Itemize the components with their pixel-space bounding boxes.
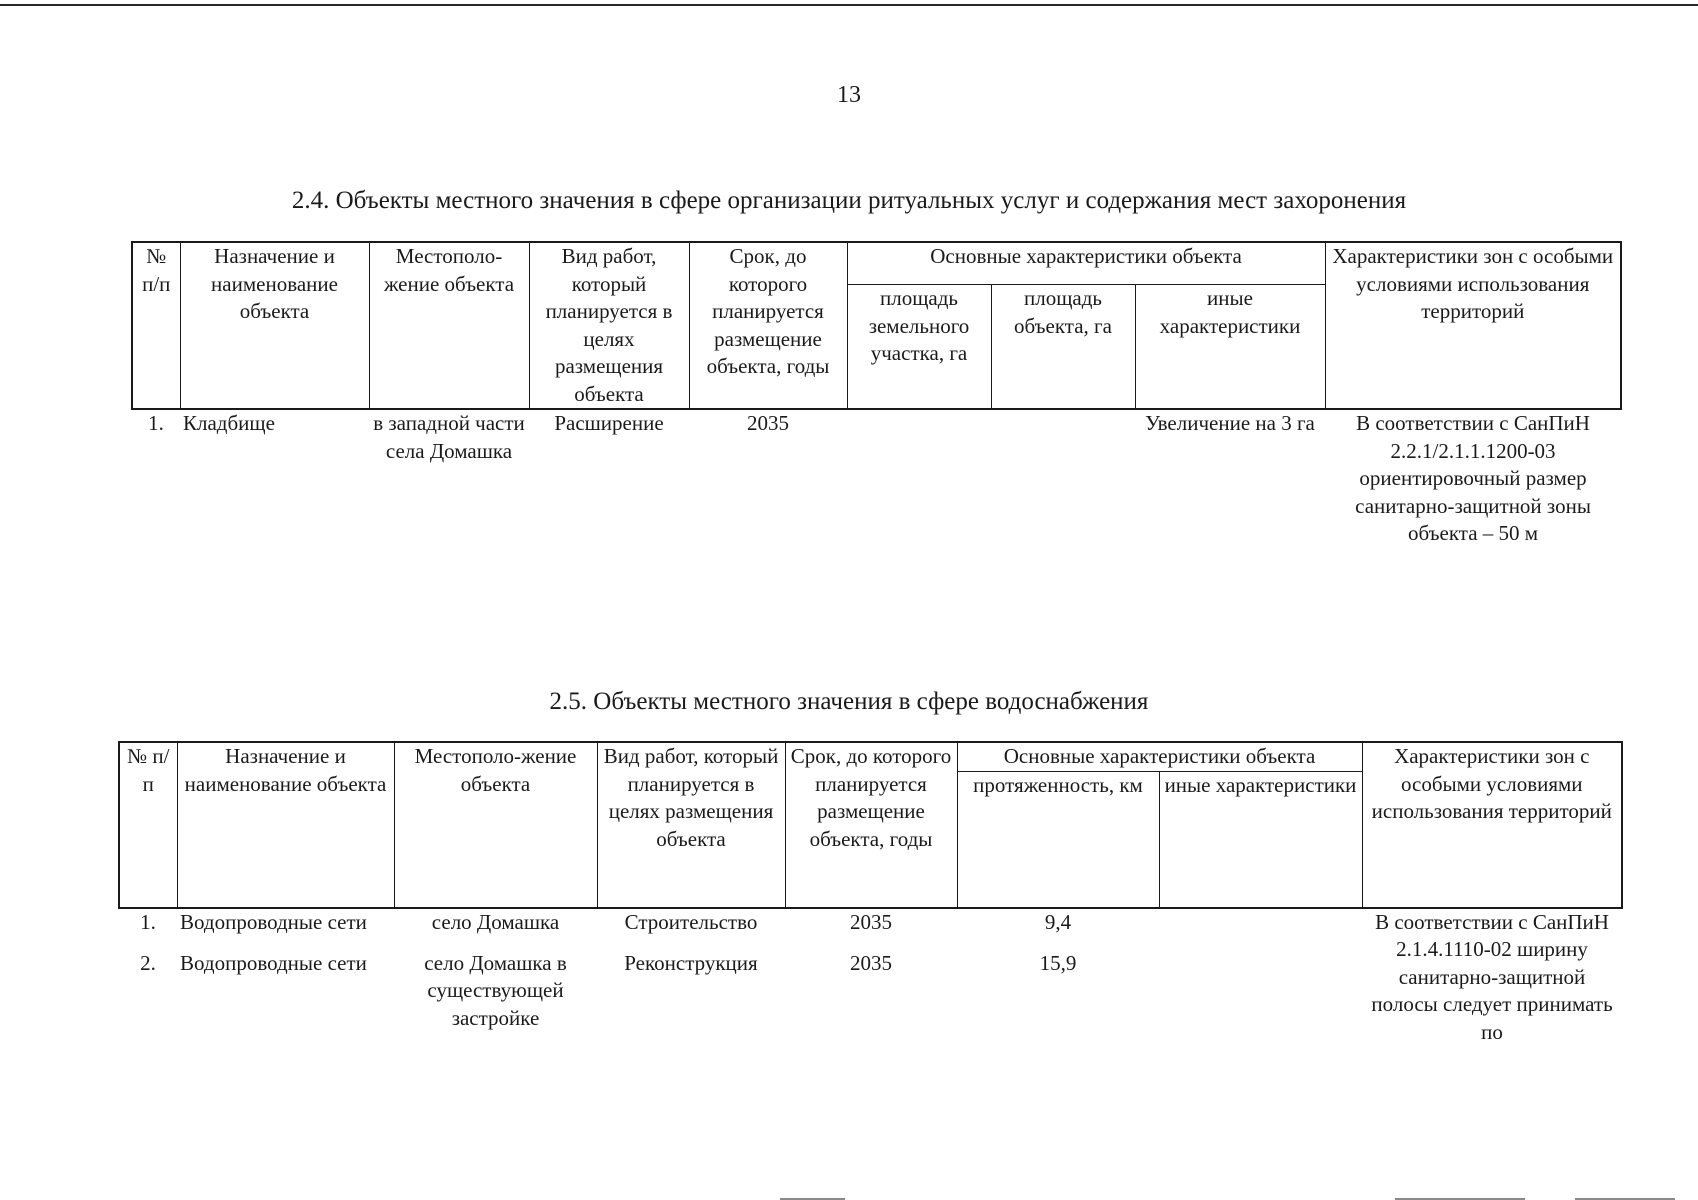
cell-location: село Домашка в существующей застройке (424, 950, 567, 1030)
cell-work-type: Строительство (624, 909, 758, 934)
cell-length: 9,4 (1044, 909, 1072, 934)
header-num: № п/п (119, 742, 177, 908)
header-zones: Характеристики зон с особыми условиями использования территорий (1325, 242, 1621, 409)
header-main-characteristics: Основные характеристики объекта (957, 742, 1362, 771)
header-object-area: площадь объекта, га (991, 285, 1135, 409)
cell-work-type: Расширение (554, 411, 664, 435)
cell-other (1159, 908, 1362, 950)
cell-zones: В соответствии с СанПиН 2.1.4.1110-02 ширину санитарно-защитной полосы следует принимать по (1371, 909, 1613, 1044)
header-land-area: площадь земельного участка, га (847, 285, 991, 409)
header-term: Срок, до которого планируется размещение объекта, годы (785, 742, 957, 908)
header-location: Местополо-жение объекта (369, 242, 529, 409)
header-name: Назначение и наименование объекта (180, 242, 369, 409)
cell-name: Водопроводные сети (180, 909, 367, 934)
water-objects-table (118, 741, 1623, 1046)
cell-num: 1. (140, 909, 156, 934)
ritual-objects-table (131, 241, 1622, 548)
table-row (132, 409, 1621, 548)
header-work-type: Вид работ, который планируется в целях размещения объекта (597, 742, 785, 908)
table-row (119, 908, 1622, 950)
cell-location: село Домашка (431, 909, 560, 934)
header-main-characteristics: Основные характеристики объекта (847, 242, 1325, 285)
cell-num: 1. (148, 411, 164, 435)
cell-name: Водопроводные сети (180, 950, 367, 975)
header-term: Срок, до которого планируется размещение объекта, годы (689, 242, 847, 409)
header-num: № п/п (132, 242, 180, 409)
cell-other (1159, 950, 1362, 1046)
cell-term: 2035 (850, 950, 892, 975)
header-zones: Характеристики зон с особыми условиями использования территорий (1362, 742, 1622, 908)
header-other: иные характеристики (1135, 285, 1325, 409)
cell-num: 2. (140, 950, 156, 975)
cell-location: в западной части села Домашка (373, 411, 525, 463)
cell-zones: В соответствии с СанПиН 2.2.1/2.1.1.1200-03 ориентировочный размер санитарно-защитной зоны объекта – 50 м (1355, 411, 1591, 545)
header-length: протяженность, км (957, 771, 1159, 908)
cell-name: Кладбище (183, 411, 275, 435)
cell-term: 2035 (747, 411, 789, 435)
header-work-type: Вид работ, который планируется в целях размещения объекта (529, 242, 689, 409)
header-name: Назначение и наименование объекта (177, 742, 394, 908)
section-title-ritual: 2.4. Объекты местного значения в сфере организации ритуальных услуг и содержания мест захоронения (291, 187, 1407, 214)
cell-other: Увеличение на 3 га (1145, 411, 1315, 435)
cell-work-type: Реконструкция (624, 950, 758, 975)
cell-term: 2035 (850, 909, 892, 934)
cell-length: 15,9 (1039, 950, 1077, 975)
header-other: иные характеристики (1159, 771, 1362, 908)
cell-object-area (991, 409, 1135, 548)
page-number: 13 (837, 82, 861, 108)
header-location: Местополо-жение объекта (394, 742, 597, 908)
section-title-water: 2.5. Объекты местного значения в сфере водоснабжения (549, 688, 1149, 715)
top-rule (0, 4, 1698, 6)
cell-land-area (847, 409, 991, 548)
